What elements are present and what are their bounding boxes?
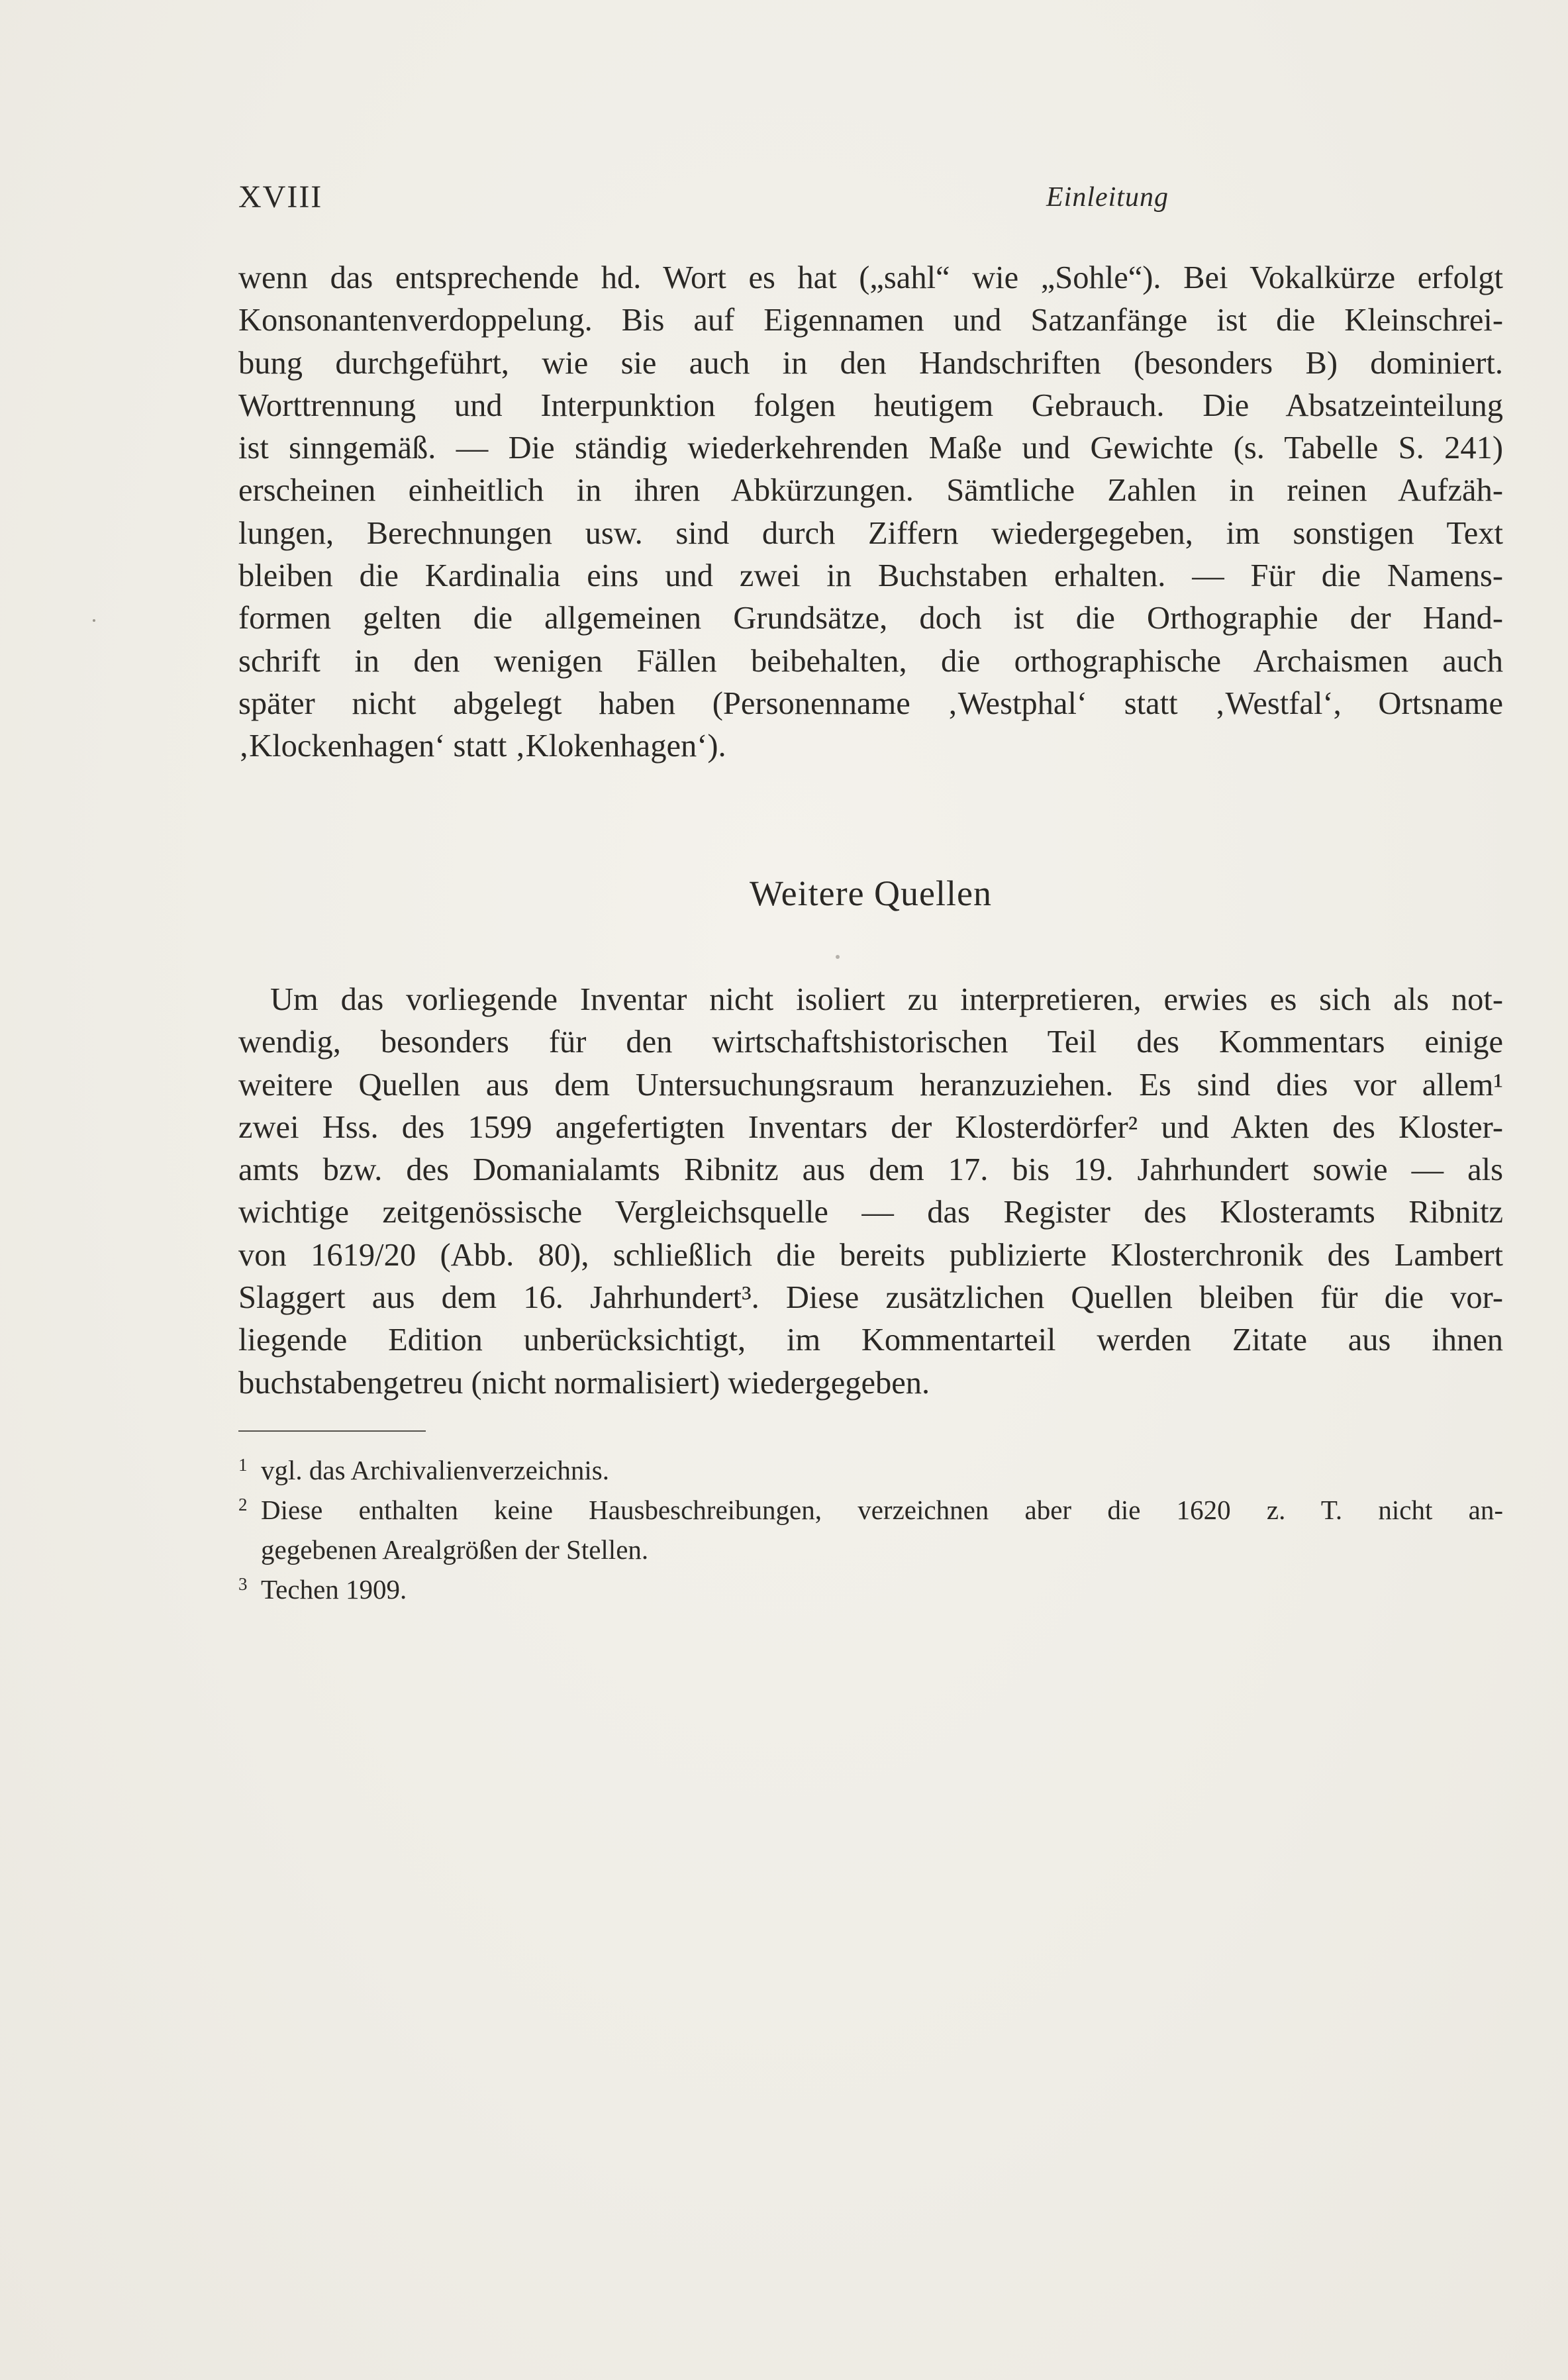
- paper-speck: [93, 619, 95, 622]
- footnote: [238, 1450, 1503, 1490]
- ornament-dot: [836, 955, 840, 959]
- text-line: schrift in den wenigen Fällen beibehalten, die orthographische Archaismen auch: [238, 643, 1503, 679]
- text-line: bleiben die Kardinalia eins und zwei in Buchstaben erhalten. — Für die Namens-: [238, 558, 1503, 594]
- footnote-text: [261, 1490, 1503, 1569]
- text-line: zwei Hss. des 1599 angefertigten Inventars der Klosterdörfer² und Akten des Kloster-: [238, 1109, 1503, 1145]
- footnote-line: Diese enthalten keine Hausbeschreibungen, verzeichnen aber die 1620 z. T. nicht an-: [261, 1495, 1503, 1525]
- page-number: XVIII: [238, 179, 323, 215]
- text-line: buchstabengetreu (nicht normalisiert) wiedergegeben.: [238, 1365, 930, 1401]
- intro-paragraph-block: [238, 257, 1503, 768]
- text-line: später nicht abgelegt haben (Personenname ‚Westphal‘ statt ‚Westfal‘, Ortsname: [238, 685, 1503, 721]
- text-line: wichtige zeitgenössische Vergleichsquelle — das Register des Klosteramts Ribnitz: [238, 1195, 1503, 1230]
- text-line: ‚Klockenhagen‘ statt ‚Klokenhagen‘).: [238, 728, 726, 764]
- text-line: erscheinen einheitlich in ihren Abkürzungen. Sämtliche Zahlen in reinen Aufzäh-: [238, 473, 1503, 509]
- running-head: Einleitung: [1046, 182, 1169, 213]
- text-line: Worttrennung und Interpunktion folgen heutigem Gebrauch. Die Absatzeinteilung: [238, 387, 1503, 423]
- footnote-divider: [238, 1430, 426, 1432]
- text-line: weitere Quellen aus dem Untersuchungsraum heranzuziehen. Es sind dies vor allem¹: [238, 1067, 1503, 1103]
- section-paragraph-block: [238, 979, 1503, 1405]
- intro-paragraph: [238, 257, 1503, 768]
- footnote-line: gegebenen Arealgrößen der Stellen.: [261, 1534, 649, 1565]
- footnote: [238, 1569, 1503, 1609]
- footnote-text: [261, 1569, 1503, 1609]
- page-header: [238, 179, 1503, 219]
- text-line: ist sinngemäß. — Die ständig wiederkehrenden Maße und Gewichte (s. Tabelle S. 241): [238, 430, 1503, 466]
- text-line: Konsonantenverdoppelung. Bis auf Eigennamen und Satzanfänge ist die Kleinschrei-: [238, 303, 1503, 338]
- footnote-line: Techen 1909.: [261, 1574, 407, 1605]
- footnote: [238, 1490, 1503, 1569]
- text-line: amts bzw. des Domanialamts Ribnitz aus dem 17. bis 19. Jahrhundert sowie — als: [238, 1152, 1503, 1188]
- footnote-number: 2: [238, 1495, 248, 1514]
- text-line: wenn das entsprechende hd. Wort es hat („sahl“ wie „Sohle“). Bei Vokalkürze erfolgt: [238, 260, 1503, 295]
- footnotes: [238, 1450, 1503, 1609]
- text-line: formen gelten die allgemeinen Grundsätze, doch ist die Orthographie der Hand-: [238, 601, 1503, 636]
- text-line: Slaggert aus dem 16. Jahrhundert³. Diese zusätzlichen Quellen bleiben für die vor-: [238, 1280, 1503, 1316]
- text-line: Um das vorliegende Inventar nicht isoliert zu interpretieren, erwies es sich als not-: [270, 982, 1503, 1017]
- text-line: wendig, besonders für den wirtschaftshistorischen Teil des Kommentars einige: [238, 1024, 1503, 1060]
- text-line: liegende Edition unberücksichtigt, im Kommentarteil werden Zitate aus ihnen: [238, 1322, 1503, 1358]
- section-heading: Weitere Quellen: [750, 873, 992, 913]
- text-line: lungen, Berechnungen usw. sind durch Ziffern wiedergegeben, im sonstigen Text: [238, 515, 1503, 551]
- section-paragraph: [238, 979, 1503, 1405]
- footnote-number: 1: [238, 1455, 248, 1475]
- footnote-line: vgl. das Archivalienverzeichnis.: [261, 1455, 609, 1485]
- text-line: bung durchgeführt, wie sie auch in den Handschriften (besonders B) dominiert.: [238, 345, 1503, 381]
- footnote-number: 3: [238, 1574, 248, 1594]
- footnote-text: [261, 1450, 1503, 1490]
- text-line: von 1619/20 (Abb. 80), schließlich die bereits publizierte Klosterchronik des Lambert: [238, 1237, 1503, 1273]
